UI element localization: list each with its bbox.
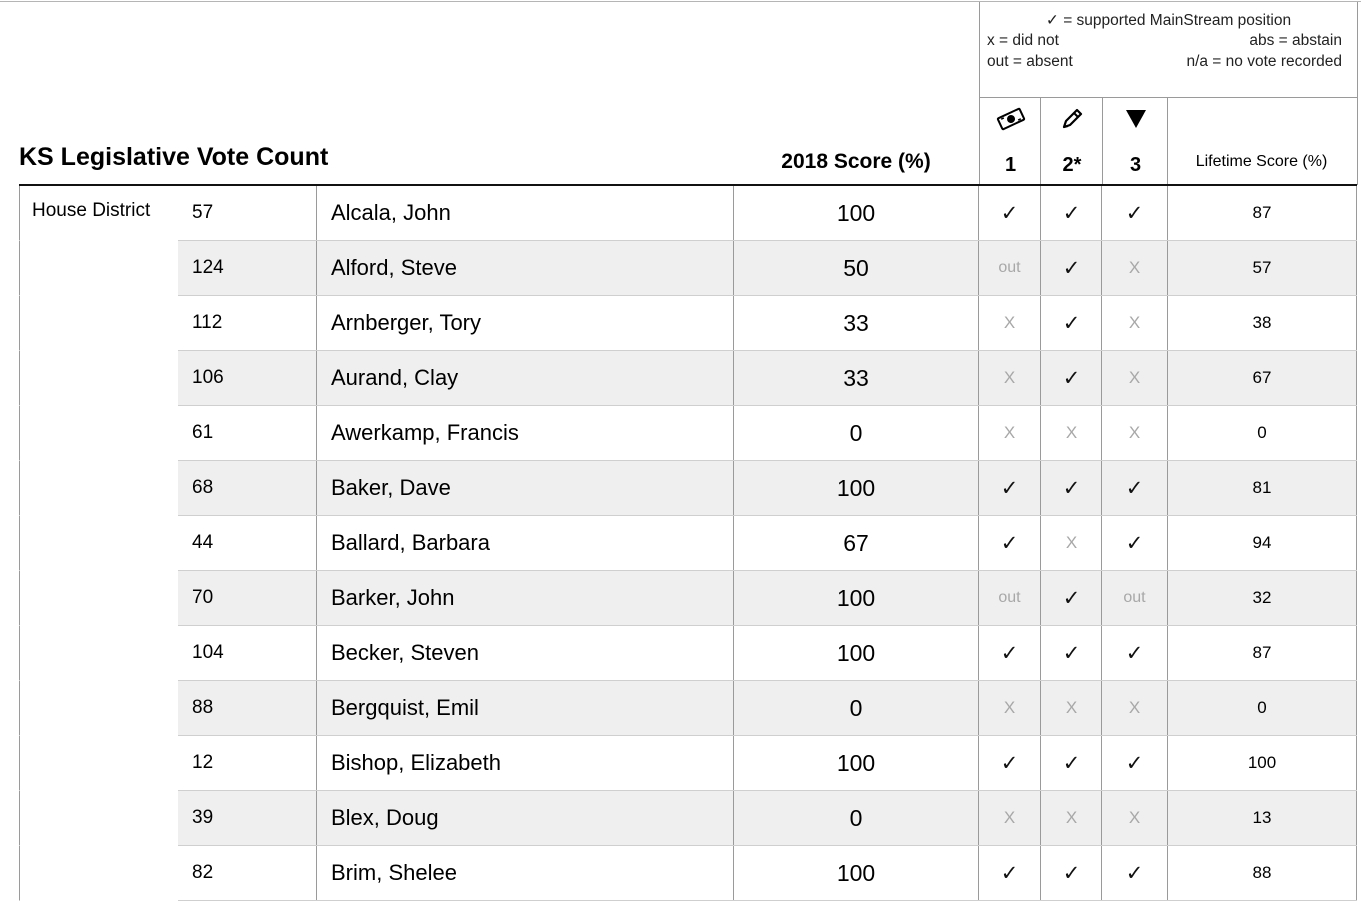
vote-1-cell (978, 846, 1040, 900)
district-cell: 124 (192, 257, 224, 278)
triangle-down-icon (1103, 106, 1168, 135)
chamber-cell (19, 406, 178, 461)
score-2018-cell: 100 (733, 461, 978, 515)
lifetime-score-cell: 38 (1167, 296, 1357, 350)
vote-3-cell (1101, 406, 1167, 460)
legend-supported: ✓ = supported MainStream position (1045, 12, 1292, 29)
legislator-name: Aurand, Clay (316, 351, 731, 405)
district-cell: 112 (192, 312, 223, 333)
score-2018-cell: 100 (733, 846, 978, 900)
vote-mark: ✓ (1125, 476, 1144, 500)
lifetime-score-cell: 13 (1167, 791, 1357, 845)
vote-2-cell (1040, 186, 1102, 240)
vote-3-cell (1101, 846, 1167, 900)
chamber-cell (19, 571, 178, 626)
vote-1-number: 1 (1004, 154, 1017, 176)
chamber-cell (19, 516, 178, 571)
district-cell: 70 (192, 587, 214, 608)
chamber-cell (19, 241, 178, 296)
vote-mark: X (1128, 808, 1141, 827)
vote-2-cell (1040, 461, 1102, 515)
vote-3-cell (1101, 186, 1167, 240)
lifetime-score-cell: 94 (1167, 516, 1357, 570)
district-cell: 12 (192, 752, 214, 773)
legend (979, 2, 1358, 98)
district-cell: 39 (192, 807, 214, 828)
table-row (19, 351, 1357, 406)
vote-mark: ✓ (1062, 861, 1081, 885)
table-row (19, 736, 1357, 791)
legislator-name: Becker, Steven (316, 626, 731, 680)
vote-mark: ✓ (1062, 751, 1081, 775)
lifetime-score-cell: 67 (1167, 351, 1357, 405)
score-2018-cell: 33 (733, 296, 978, 350)
vote-1-cell (978, 461, 1040, 515)
lifetime-score-cell: 100 (1167, 736, 1357, 790)
legend-abstain: abs = abstain (1249, 32, 1342, 49)
lifetime-score-cell: 0 (1167, 681, 1357, 735)
legend-absent: out = absent (987, 53, 1073, 70)
district-cell: 106 (192, 367, 224, 388)
district-cell: 44 (192, 532, 214, 553)
vote-mark: ✓ (1000, 751, 1019, 775)
vote-mark: ✓ (1062, 311, 1081, 335)
table-row (19, 461, 1357, 516)
vote-3-cell (1101, 351, 1167, 405)
vote-1-cell (978, 736, 1040, 790)
vote-2-cell (1040, 351, 1102, 405)
vote-mark: ✓ (1125, 641, 1144, 665)
vote-2-cell (1040, 846, 1102, 900)
legislator-name: Brim, Shelee (316, 846, 731, 900)
legislator-name: Alford, Steve (316, 241, 731, 295)
district-cell: 57 (192, 202, 214, 223)
legislator-name: Baker, Dave (316, 461, 731, 515)
lifetime-score-cell: 88 (1167, 846, 1357, 900)
score-2018-cell: 100 (733, 186, 978, 240)
table-row (19, 626, 1357, 681)
vote-mark: ✓ (1125, 751, 1144, 775)
vote-3-cell (1101, 296, 1167, 350)
district-cell: 61 (192, 422, 214, 443)
score-2018-cell: 50 (733, 241, 978, 295)
vote-3-cell (1101, 241, 1167, 295)
pencil-icon (1041, 106, 1103, 137)
vote-mark: ✓ (1125, 861, 1144, 885)
legend-did-not: x = did not (987, 32, 1059, 49)
vote-mark: X (1128, 698, 1141, 717)
lifetime-score-cell: 32 (1167, 571, 1357, 625)
vote-mark: ✓ (1062, 476, 1081, 500)
table-row (19, 681, 1357, 736)
vote-2-cell (1040, 241, 1102, 295)
vote-mark: X (1128, 423, 1141, 442)
vote-1-cell (978, 516, 1040, 570)
vote-2-cell (1040, 571, 1102, 625)
vote-mark: ✓ (1000, 531, 1019, 555)
chamber-cell (19, 681, 178, 736)
vote-2-cell (1040, 296, 1102, 350)
score-2018-cell: 0 (733, 791, 978, 845)
district-cell: 82 (192, 862, 214, 883)
vote-mark: ✓ (1062, 256, 1081, 280)
vote-2-header (1040, 98, 1103, 185)
chamber-cell (19, 461, 178, 516)
lifetime-score-cell: 81 (1167, 461, 1357, 515)
vote-2-cell (1040, 516, 1102, 570)
vote-2-cell (1040, 791, 1102, 845)
score-2018-cell: 0 (733, 681, 978, 735)
vote-1-cell (978, 791, 1040, 845)
legend-no-vote: n/a = no vote recorded (1186, 53, 1342, 70)
vote-mark: X (1128, 313, 1141, 332)
chamber-cell (19, 846, 178, 901)
vote-1-cell (978, 681, 1040, 735)
vote-mark: ✓ (1000, 861, 1019, 885)
legislator-name: Barker, John (316, 571, 731, 625)
vote-mark: ✓ (1000, 641, 1019, 665)
vote-mark: X (1128, 258, 1141, 277)
score-2018-cell: 33 (733, 351, 978, 405)
legislator-name: Bishop, Elizabeth (316, 736, 731, 790)
legislator-name: Bergquist, Emil (316, 681, 731, 735)
lifetime-score-header: Lifetime Score (%) (1195, 153, 1328, 170)
vote-mark: X (1065, 808, 1078, 827)
vote-mark: ✓ (1062, 366, 1081, 390)
score-2018-cell: 67 (733, 516, 978, 570)
vote-mark: X (1065, 533, 1078, 552)
vote-3-cell (1101, 571, 1167, 625)
vote-2-cell (1040, 736, 1102, 790)
vote-mark: ✓ (1062, 586, 1081, 610)
vote-1-cell (978, 571, 1040, 625)
vote-1-cell (978, 241, 1040, 295)
vote-mark: X (1003, 423, 1016, 442)
table-row (19, 571, 1357, 626)
vote-mark: out (998, 259, 1021, 276)
table-row (19, 296, 1357, 351)
vote-3-cell (1101, 461, 1167, 515)
vote-mark: ✓ (1000, 476, 1019, 500)
score-2018-cell: 0 (733, 406, 978, 460)
chamber-cell (19, 296, 178, 351)
vote-mark: ✓ (1062, 641, 1081, 665)
vote-mark: ✓ (1062, 201, 1081, 225)
vote-2-cell (1040, 626, 1102, 680)
legislator-name: Awerkamp, Francis (316, 406, 731, 460)
district-cell: 104 (192, 642, 224, 663)
vote-1-header (979, 98, 1041, 185)
lifetime-score-cell: 57 (1167, 241, 1357, 295)
vote-mark: X (1128, 368, 1141, 387)
table-row (19, 241, 1357, 296)
vote-3-cell (1101, 791, 1167, 845)
vote-mark: out (998, 589, 1021, 606)
chamber-cell (19, 186, 178, 241)
table-row (19, 846, 1357, 901)
table-row (19, 406, 1357, 461)
vote-2-number: 2* (1062, 154, 1082, 176)
chamber-label: House District (32, 200, 151, 221)
table-row (19, 791, 1357, 846)
chamber-cell (19, 351, 178, 406)
vote-mark: ✓ (1125, 201, 1144, 225)
vote-3-cell (1101, 626, 1167, 680)
table-row (19, 516, 1357, 571)
vote-3-number: 3 (1129, 154, 1142, 176)
score-2018-cell: 100 (733, 571, 978, 625)
district-cell: 88 (192, 697, 214, 718)
vote-mark: X (1003, 313, 1016, 332)
vote-mark: X (1003, 698, 1016, 717)
vote-mark: X (1003, 368, 1016, 387)
chamber-cell (19, 791, 178, 846)
vote-1-cell (978, 626, 1040, 680)
table-row (19, 186, 1357, 241)
vote-3-cell (1101, 681, 1167, 735)
legislator-name: Ballard, Barbara (316, 516, 731, 570)
vote-1-cell (978, 296, 1040, 350)
legislator-name: Blex, Doug (316, 791, 731, 845)
legislator-name: Alcala, John (316, 186, 731, 240)
vote-mark: X (1065, 423, 1078, 442)
vote-3-cell (1101, 516, 1167, 570)
vote-2-cell (1040, 406, 1102, 460)
page-title: KS Legislative Vote Count (19, 143, 329, 171)
chamber-cell (19, 736, 178, 791)
vote-3-header (1102, 98, 1168, 185)
score-2018-cell: 100 (733, 736, 978, 790)
score-2018-cell: 100 (733, 626, 978, 680)
money-icon (980, 106, 1041, 137)
legislator-name: Arnberger, Tory (316, 296, 731, 350)
vote-1-cell (978, 406, 1040, 460)
score-2018-header: 2018 Score (%) (781, 150, 931, 173)
vote-table (19, 186, 1357, 901)
vote-mark: X (1003, 808, 1016, 827)
lifetime-score-cell: 0 (1167, 406, 1357, 460)
vote-mark: out (1123, 589, 1146, 606)
vote-mark: ✓ (1000, 201, 1019, 225)
vote-1-cell (978, 186, 1040, 240)
vote-mark: X (1065, 698, 1078, 717)
lifetime-header-cell (1167, 98, 1358, 185)
lifetime-score-cell: 87 (1167, 626, 1357, 680)
lifetime-score-cell: 87 (1167, 186, 1357, 240)
district-cell: 68 (192, 477, 214, 498)
vote-2-cell (1040, 681, 1102, 735)
vote-3-cell (1101, 736, 1167, 790)
vote-1-cell (978, 351, 1040, 405)
chamber-cell (19, 626, 178, 681)
vote-mark: ✓ (1125, 531, 1144, 555)
